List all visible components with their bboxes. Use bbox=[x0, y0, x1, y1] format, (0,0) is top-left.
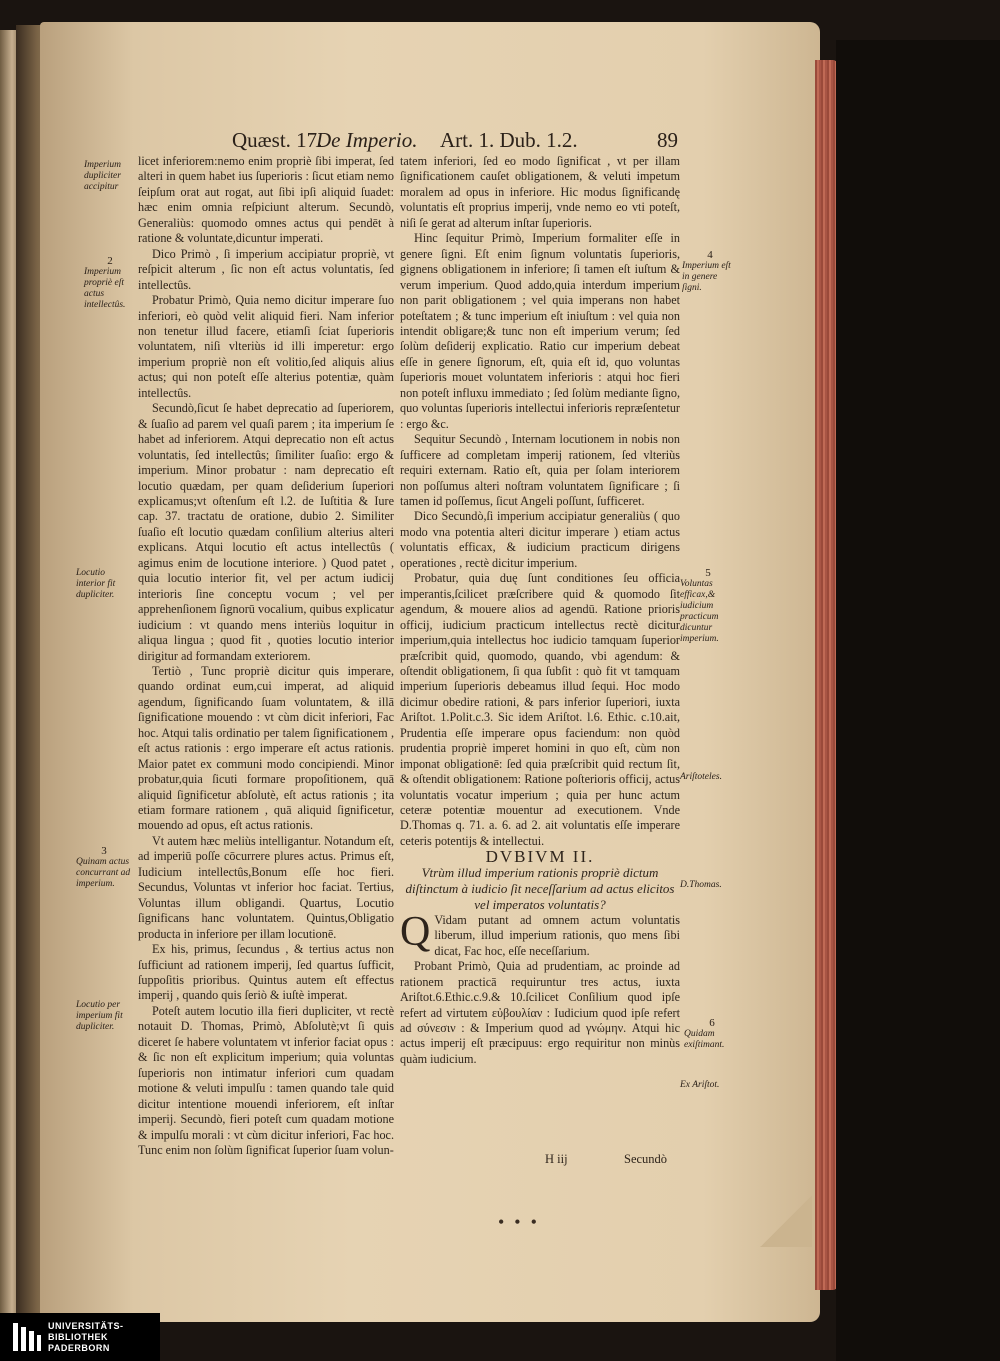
paragraph: Sequitur Secundò , Internam locutionem in nobis non ſufficere ad completam imperij rationem, ſed vlteriùs requiri externam. Ratio eſt, quia per ſolam interiorem non poſſumus alteri noſtram voluntatem ſignificare ; ſi tamen id poſſemus, ſicut Angeli poſſunt, ſufficeret. bbox=[400, 432, 680, 508]
running-header bbox=[232, 128, 684, 152]
right-text-column bbox=[400, 154, 680, 1067]
margin-note: Ex Ariſtot. bbox=[680, 1080, 720, 1090]
margin-note: Locutio per imperium fit dupliciter. bbox=[76, 1000, 123, 1032]
paragraph: Poteſt autem locutio illa fieri dupliciter, vt rectè notauit D. Thomas, Primò, Abſolutè;vt ſi quis diceret ſe habere voluntatem vt inferior faciat opus : & ſic non eſt explicitum imperium; quia voluntas ſuperioris non intimatur inferiori cum quadam motione & veluti impulſu : tamen quando tale quid dicitur intentione mouendi inferiorem, eſt inſtar imperij. Secundò, fieri poteſt cum quadam motione & impulſu morali : vt cùm dicitur inferiori, Fac hoc. Tunc enim non ſolùm ſignificat ſuperior ſuam volun- bbox=[138, 1003, 394, 1157]
dubium-title: DVBIVM II. bbox=[485, 847, 595, 867]
paragraph: Dico Primò , ſi imperium accipiatur propriè, vt reſpicit alterum , ſic non eſt actus voluntatis, ſed intellectûs. bbox=[138, 246, 394, 292]
header-topic: De Imperio. bbox=[316, 128, 418, 152]
paragraph: Vt autem hæc meliùs intelligantur. Notandum eſt, ad imperiū poſſe cōcurrere plures actus. Primus eſt, Iudicium intellectûs,Bonum eſſe hoc fieri. Secundus, Voluntas vt inferior hoc faciat. Tertius, Voluntas illum obligandi. Quartus, Locutio ſignificans hanc voluntatem. Quintus,Obligatio producta in inferiore per illam locutionē. bbox=[138, 833, 394, 941]
dot-marks: ••• bbox=[498, 1212, 547, 1232]
paragraph: Q Vidam putant ad omnem actum voluntatis liberum, illud imperium rationis, quo mens ſibi dicat, Fac hoc, eſſe neceſſarium. bbox=[400, 908, 680, 958]
page-block-edge bbox=[815, 60, 837, 1290]
signature-mark: H iij bbox=[545, 1152, 568, 1166]
margin-note: 4 Imperium eſt in genere ſigni. bbox=[682, 249, 731, 293]
library-logo bbox=[0, 1313, 160, 1361]
margin-note: 3 Quinam actus concurrant ad imperium. bbox=[76, 845, 131, 889]
margin-note: 6 Quidam exiſtimant. bbox=[684, 1017, 725, 1050]
margin-note: Ariſtoteles. bbox=[680, 772, 722, 782]
margin-note: Imperium dupliciter accipitur bbox=[84, 160, 121, 192]
library-emblem-icon bbox=[12, 1321, 42, 1353]
catchword: Secundò bbox=[624, 1152, 668, 1166]
paragraph: Probatur, quia duę ſunt conditiones ſeu officia imperantis,ſcilicet præſcribere quid & quomodo ſit agendum, & mouere alios ad agendū. Ratione prioris officij, iudicium practicum intellectus rectè dicitur imperium,quia intellectus hoc iudicio tamquam ſuperior præſcribit quid, quomodo, quando, vbi agendum: & oſtendit obligationem, ſi qua ſubſit : quò fit vt tamquam imperium ſuperioris debeamus illud ſequi. Hoc modo dicimur obedire rationi, & pars inferior ſuperiori, iuxta Ariſtot. 1.Polit.c.3. Sic idem Ariſtot. l.6. Ethic. c.10.ait, Prudentia eſſe imperare opus faciendum: non quòd prudentia propriè imperet homini in quo eſt, cùm non imponat obligationē: ſed quia præſcribit quid rectum ſit, & oſtendit obligationem: Ratione poſterioris officij, actus voluntatis vocatur imperium ; quia per hunc actum ceteræ potentiæ mouentur ad executionem. Vnde D.Thomas q. 71. a. 6. ad 2. ait voluntatis eſſe imperare ceteris potentijs & intellectui. bbox=[400, 571, 680, 848]
logo-text: UNIVERSITÄTS- BIBLIOTHEK PADERBORN bbox=[48, 1321, 124, 1353]
paragraph: Ex his, primus, ſecundus , & tertius actus non ſufficiunt ad rationem imperij, ſed quartus ſufficit, ſuppoſitis prioribus. Quintus autem eſt effectus imperij , quando quis ſeriò & iuſtè imperat. bbox=[138, 942, 394, 1003]
margin-note: Locutio interior fit dupliciter. bbox=[76, 568, 116, 600]
paragraph: Probant Primò, Quia ad prudentiam, ac proinde ad rationem practicā requiruntur tres actus, iuxta Ariſtot.6.Ethic.c.9.& 10.ſcilicet Conſilium quod ipſe refert ad virtutem εὐβουλίαν : Iudicium quod ipſe refert ad σύνεσιν : & Imperium quod ad γνώμην. Atqui hic actus imperij eſt præcipuus: ergo requiritur non minùs quàm iudicium. bbox=[400, 959, 680, 1066]
paragraph: tatem inferiori, ſed eo modo ſignificat , vt per illam ſignificationem cauſet obligationem, & veluti impetum moralem ad opus in inferiore. Hic modus ſignificandę voluntatis eſt proprius imperij, vnde nemo eo vti poteſt, niſi ſe gerat ad alterum inſtar ſuperioris. bbox=[400, 154, 680, 230]
paragraph: Dico Secundò,ſi imperium accipiatur generaliùs ( quo modo vna potentia alteri dicitur imperare ) etiam actus voluntatis efficax, & iudicium practicum dirigens operationes , rectè dicitur imperium. bbox=[400, 509, 680, 570]
paragraph: Secundò,ſicut ſe habet deprecatio ad ſuperiorem, & ſuaſio ad parem vel quaſi parem ; ita imperium ſe habet ad inferiorem. Atqui deprecatio non eſt actus voluntatis, ſed intellectûs; ſimiliter ſuaſio: ergo & imperium. Minor probatur : nam deprecatio eſt locutio quædam, per quam deſiderium ſuperiori explicamus;vt oſtenſum eſt l.2. de Iuſtitia & Iure cap. 37. tractatu de oratione, dubio 2. Similiter ſuaſio eſt locutio quædam conſilium alterius alteri explicans. Atqui locutio eſt actus intellectûs ( agimus enim de locutione interiore. ) Quod patet , quia locutio interior fit, vel per actum iudicij interioris ſine conceptu vocum ; vel per apprehenſionem ſignorū vocalium, quibus explicatur iudicium : vt quando mens interiùs loquitur in aliqua lingua ; quod fit , quoties locutio interior dirigitur ad formandam exteriorem. bbox=[138, 401, 394, 663]
paragraph: licet inferiorem:nemo enim propriè ſibi imperat, ſed alteri in quem habet ius ſuperioris : ſicut etiam nemo ſeipſum orat aut rogat, aut ſibi ipſi aliquid ſuadet: hæc enim omnia reſpiciunt alterum. Secundò, Generaliùs: quomodo omnes actus qui pendēt à ratione & voluntate,dicuntur imperati. bbox=[138, 154, 394, 246]
margin-note: 2 Imperium propriè eſt actus intellectûs. bbox=[84, 255, 126, 310]
left-text-column bbox=[138, 154, 394, 1158]
page-number: 89 bbox=[657, 128, 678, 152]
drop-capital: Q bbox=[400, 908, 431, 955]
header-article: Art. 1. Dub. 1.2. bbox=[440, 128, 578, 152]
header-quaestio: Quæst. 17. bbox=[232, 128, 323, 152]
paragraph: Hinc ſequitur Primò, Imperium formaliter eſſe in genere ſigni. Eſt enim ſignum voluntatis ſuperioris, gignens obligationem in inferiore; ſi tamen eſt iuſtum & verum imperium. Quod addo,quia interdum imperium non parit obligationem ; vel quia imperans non habet poteſtatem ; & tunc imperium eſt iniuſtum : vel quia non intendit obligare;& tunc non eſt imperium verum; ſed ſolùm deſiderij explicatio. Ratio cur imperium debeat eſſe in genere ſignorum, eſt, quia eſt id, quo voluntas ſuperioris mouet voluntatem inferioris : atqui hoc fieri non poteſt influxu immediato ; ſed ſolùm mediante ſigno, quo voluntas ſuperioris intellectui inferioris repræſentetur : ergo &c. bbox=[400, 231, 680, 431]
background-shadow bbox=[836, 40, 1000, 1361]
paragraph: Tertiò , Tunc propriè dicitur quis imperare, quando ordinat eum,cui imperat, ad aliquid agendum, ſignificando ſuam voluntatem, & illā ſignificatione mouendo : vt cùm dicit inferiori, Fac hoc. Atqui talis ordinatio per talem ſignificationem , eſt actus rationis : ergo imperare eſt actus rationis. Maior patet ex communi modo concipiendi. Minor probatur,quia ſicuti formare propoſitionem, quā aliquid ſignificetur abſolutè, eſt actus rationis ; ita etiam formare rationem , quā aliquid ſignificetur, mouendo ad opus, eſt actus rationis. bbox=[138, 663, 394, 833]
dubium-question: Vtrùm illud imperium rationis propriè dictum diſtinctum à iudicio ſit neceſſarium ad actus elicitos vel imperatos voluntatis? bbox=[405, 864, 675, 912]
margin-note: D.Thomas. bbox=[680, 880, 722, 890]
margin-note: 5 Voluntas efficax,& iudicium practicum dicuntur imperium. bbox=[680, 567, 719, 644]
corner-fold bbox=[760, 1195, 812, 1247]
paragraph: Probatur Primò, Quia nemo dicitur imperare ſuo inferiori, eò quòd velit aliquid fieri. Nam inferior non tenetur illud facere, etiamſi ſciat ſuperioris voluntatem, niſi vlteriùs id illi imperetur: ergo imperium propriè non eſt volitio,ſed aliquis alius actus; qui non poteſt eſſe alterius potentiæ, quàm intellectûs. bbox=[138, 293, 394, 400]
